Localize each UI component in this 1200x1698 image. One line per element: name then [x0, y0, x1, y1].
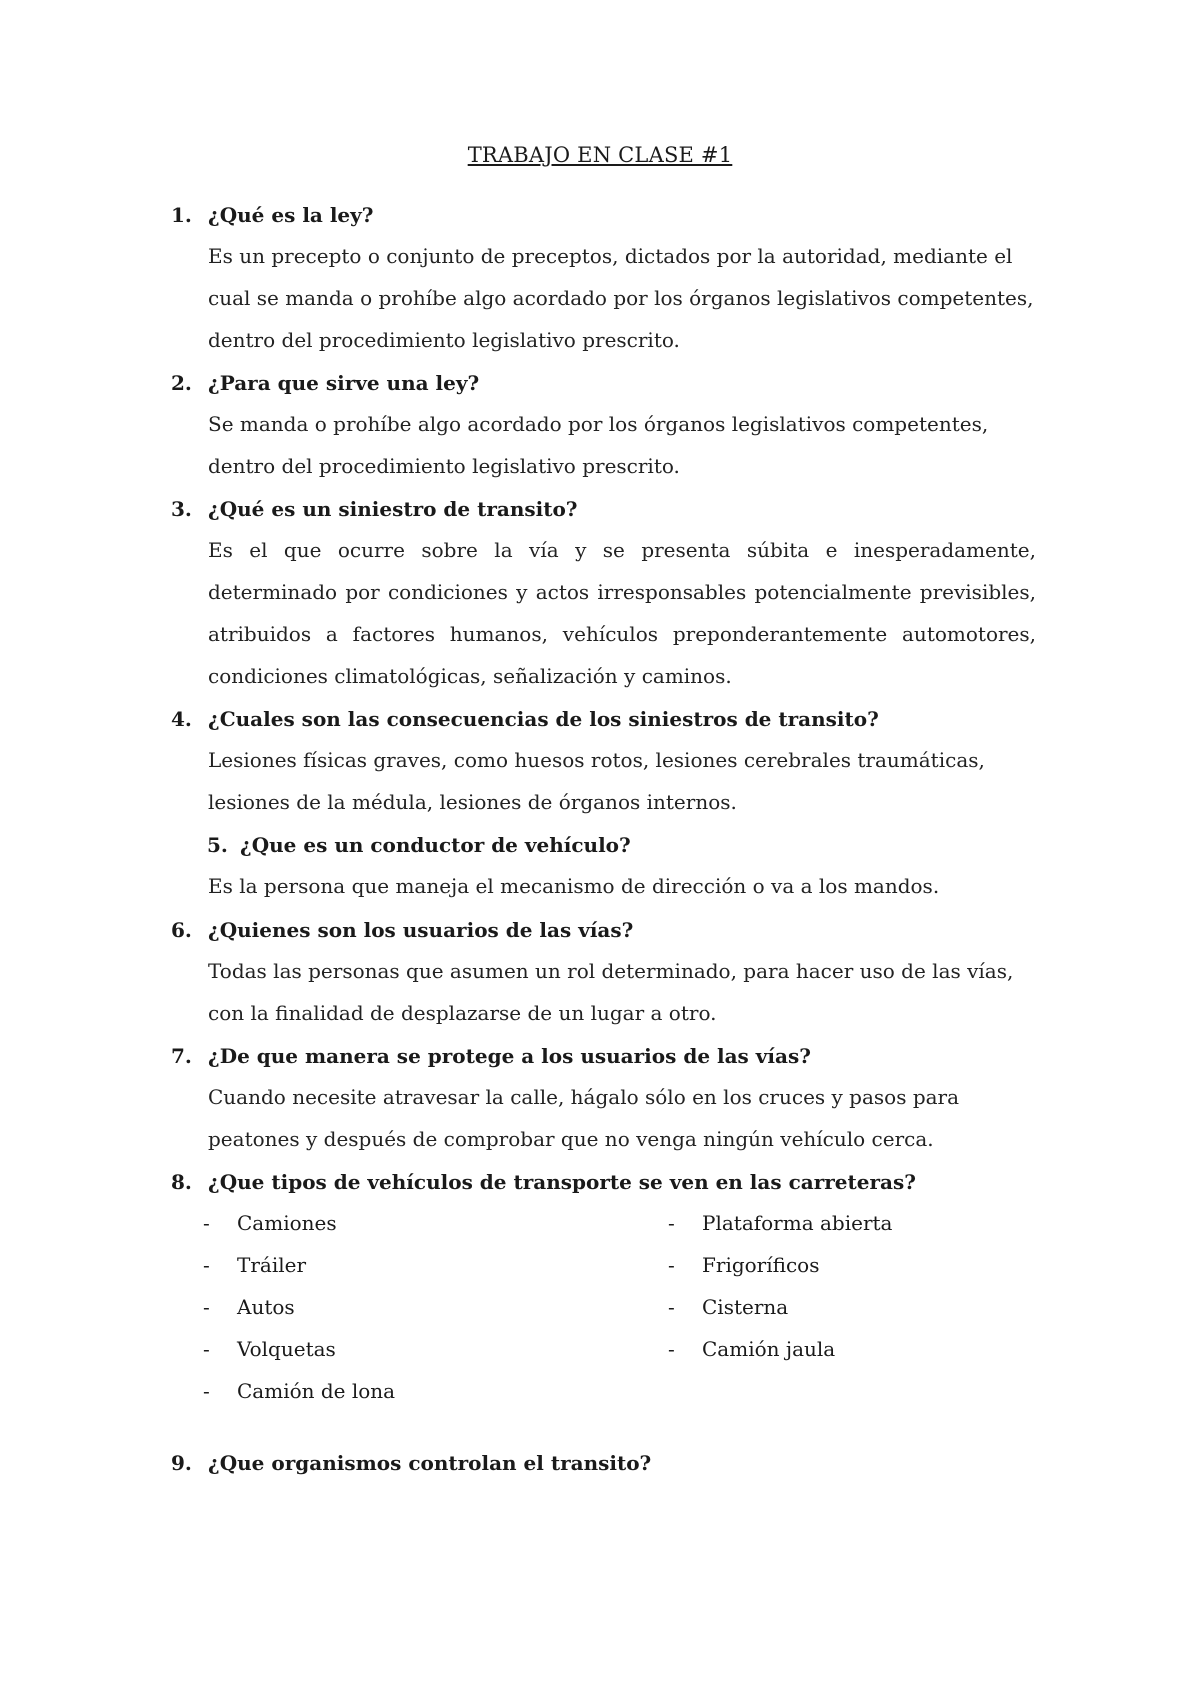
list-item-label: Frigoríficos [702, 1253, 820, 1277]
question-7: ¿De que manera se protege a los usuarios de las vías? [208, 1044, 811, 1068]
question-number-2: 2. [171, 371, 192, 395]
list-dash: - [203, 1379, 210, 1403]
question-8: ¿Que tipos de vehículos de transporte se ven en las carreteras? [208, 1170, 916, 1194]
answer-3: Es el que ocurre sobre la vía y se presenta súbita e inesperadamente, determinado por condiciones y actos irresponsables potencialmente previsibles, atribuidos a factores humanos, vehículos preponderantemente automotores, condiciones climatológicas, señalización y caminos. [208, 538, 1036, 688]
list-dash: - [203, 1295, 210, 1319]
question-number-7: 7. [171, 1044, 192, 1068]
question-number-6: 6. [171, 918, 192, 942]
list-item-label: Camión jaula [702, 1337, 836, 1361]
question-9: ¿Que organismos controlan el transito? [208, 1451, 652, 1475]
answer-2: Se manda o prohíbe algo acordado por los órganos legislativos competentes, dentro del procedimiento legislativo prescrito. [208, 412, 989, 478]
question-3: ¿Qué es un siniestro de transito? [208, 497, 578, 521]
list-dash: - [668, 1337, 675, 1361]
list-dash: - [203, 1211, 210, 1235]
question-2: ¿Para que sirve una ley? [208, 371, 480, 395]
answer-4: Lesiones físicas graves, como huesos rotos, lesiones cerebrales traumáticas, lesiones de la médula, lesiones de órganos internos. [208, 748, 985, 814]
answer-1: Es un precepto o conjunto de preceptos, dictados por la autoridad, mediante el cual se manda o prohíbe algo acordado por los órganos legislativos competentes, dentro del procedimiento legislativo prescrito. [208, 244, 1034, 352]
list-item-label: Volquetas [237, 1337, 336, 1361]
answer-7: Cuando necesite atravesar la calle, hágalo sólo en los cruces y pasos para peatones y después de comprobar que no venga ningún vehículo cerca. [208, 1085, 960, 1151]
document-title: TRABAJO EN CLASE #1 [467, 143, 733, 167]
answer-5: Es la persona que maneja el mecanismo de dirección o va a los mandos. [208, 874, 940, 898]
question-6: ¿Quienes son los usuarios de las vías? [208, 918, 634, 942]
question-number-3: 3. [171, 497, 192, 521]
list-item-label: Autos [237, 1295, 295, 1319]
question-5: ¿Que es un conductor de vehículo? [240, 833, 631, 857]
list-item-label: Camión de lona [237, 1379, 396, 1403]
list-dash: - [203, 1253, 210, 1277]
question-1: ¿Qué es la ley? [208, 203, 374, 227]
list-item-label: Plataforma abierta [702, 1211, 893, 1235]
list-item-label: Cisterna [702, 1295, 789, 1319]
list-item-label: Tráiler [237, 1253, 307, 1277]
question-number-8: 8. [171, 1170, 192, 1194]
question-number-9: 9. [171, 1451, 192, 1475]
question-4: ¿Cuales son las consecuencias de los siniestros de transito? [208, 707, 879, 731]
list-dash: - [203, 1337, 210, 1361]
list-dash: - [668, 1295, 675, 1319]
question-number-1: 1. [171, 203, 192, 227]
answer-6: Todas las personas que asumen un rol determinado, para hacer uso de las vías, con la finalidad de desplazarse de un lugar a otro. [208, 959, 1014, 1025]
list-dash: - [668, 1211, 675, 1235]
question-number-4: 4. [171, 707, 192, 731]
list-item-label: Camiones [237, 1211, 337, 1235]
list-dash: - [668, 1253, 675, 1277]
question-number-5: 5. [207, 833, 228, 857]
